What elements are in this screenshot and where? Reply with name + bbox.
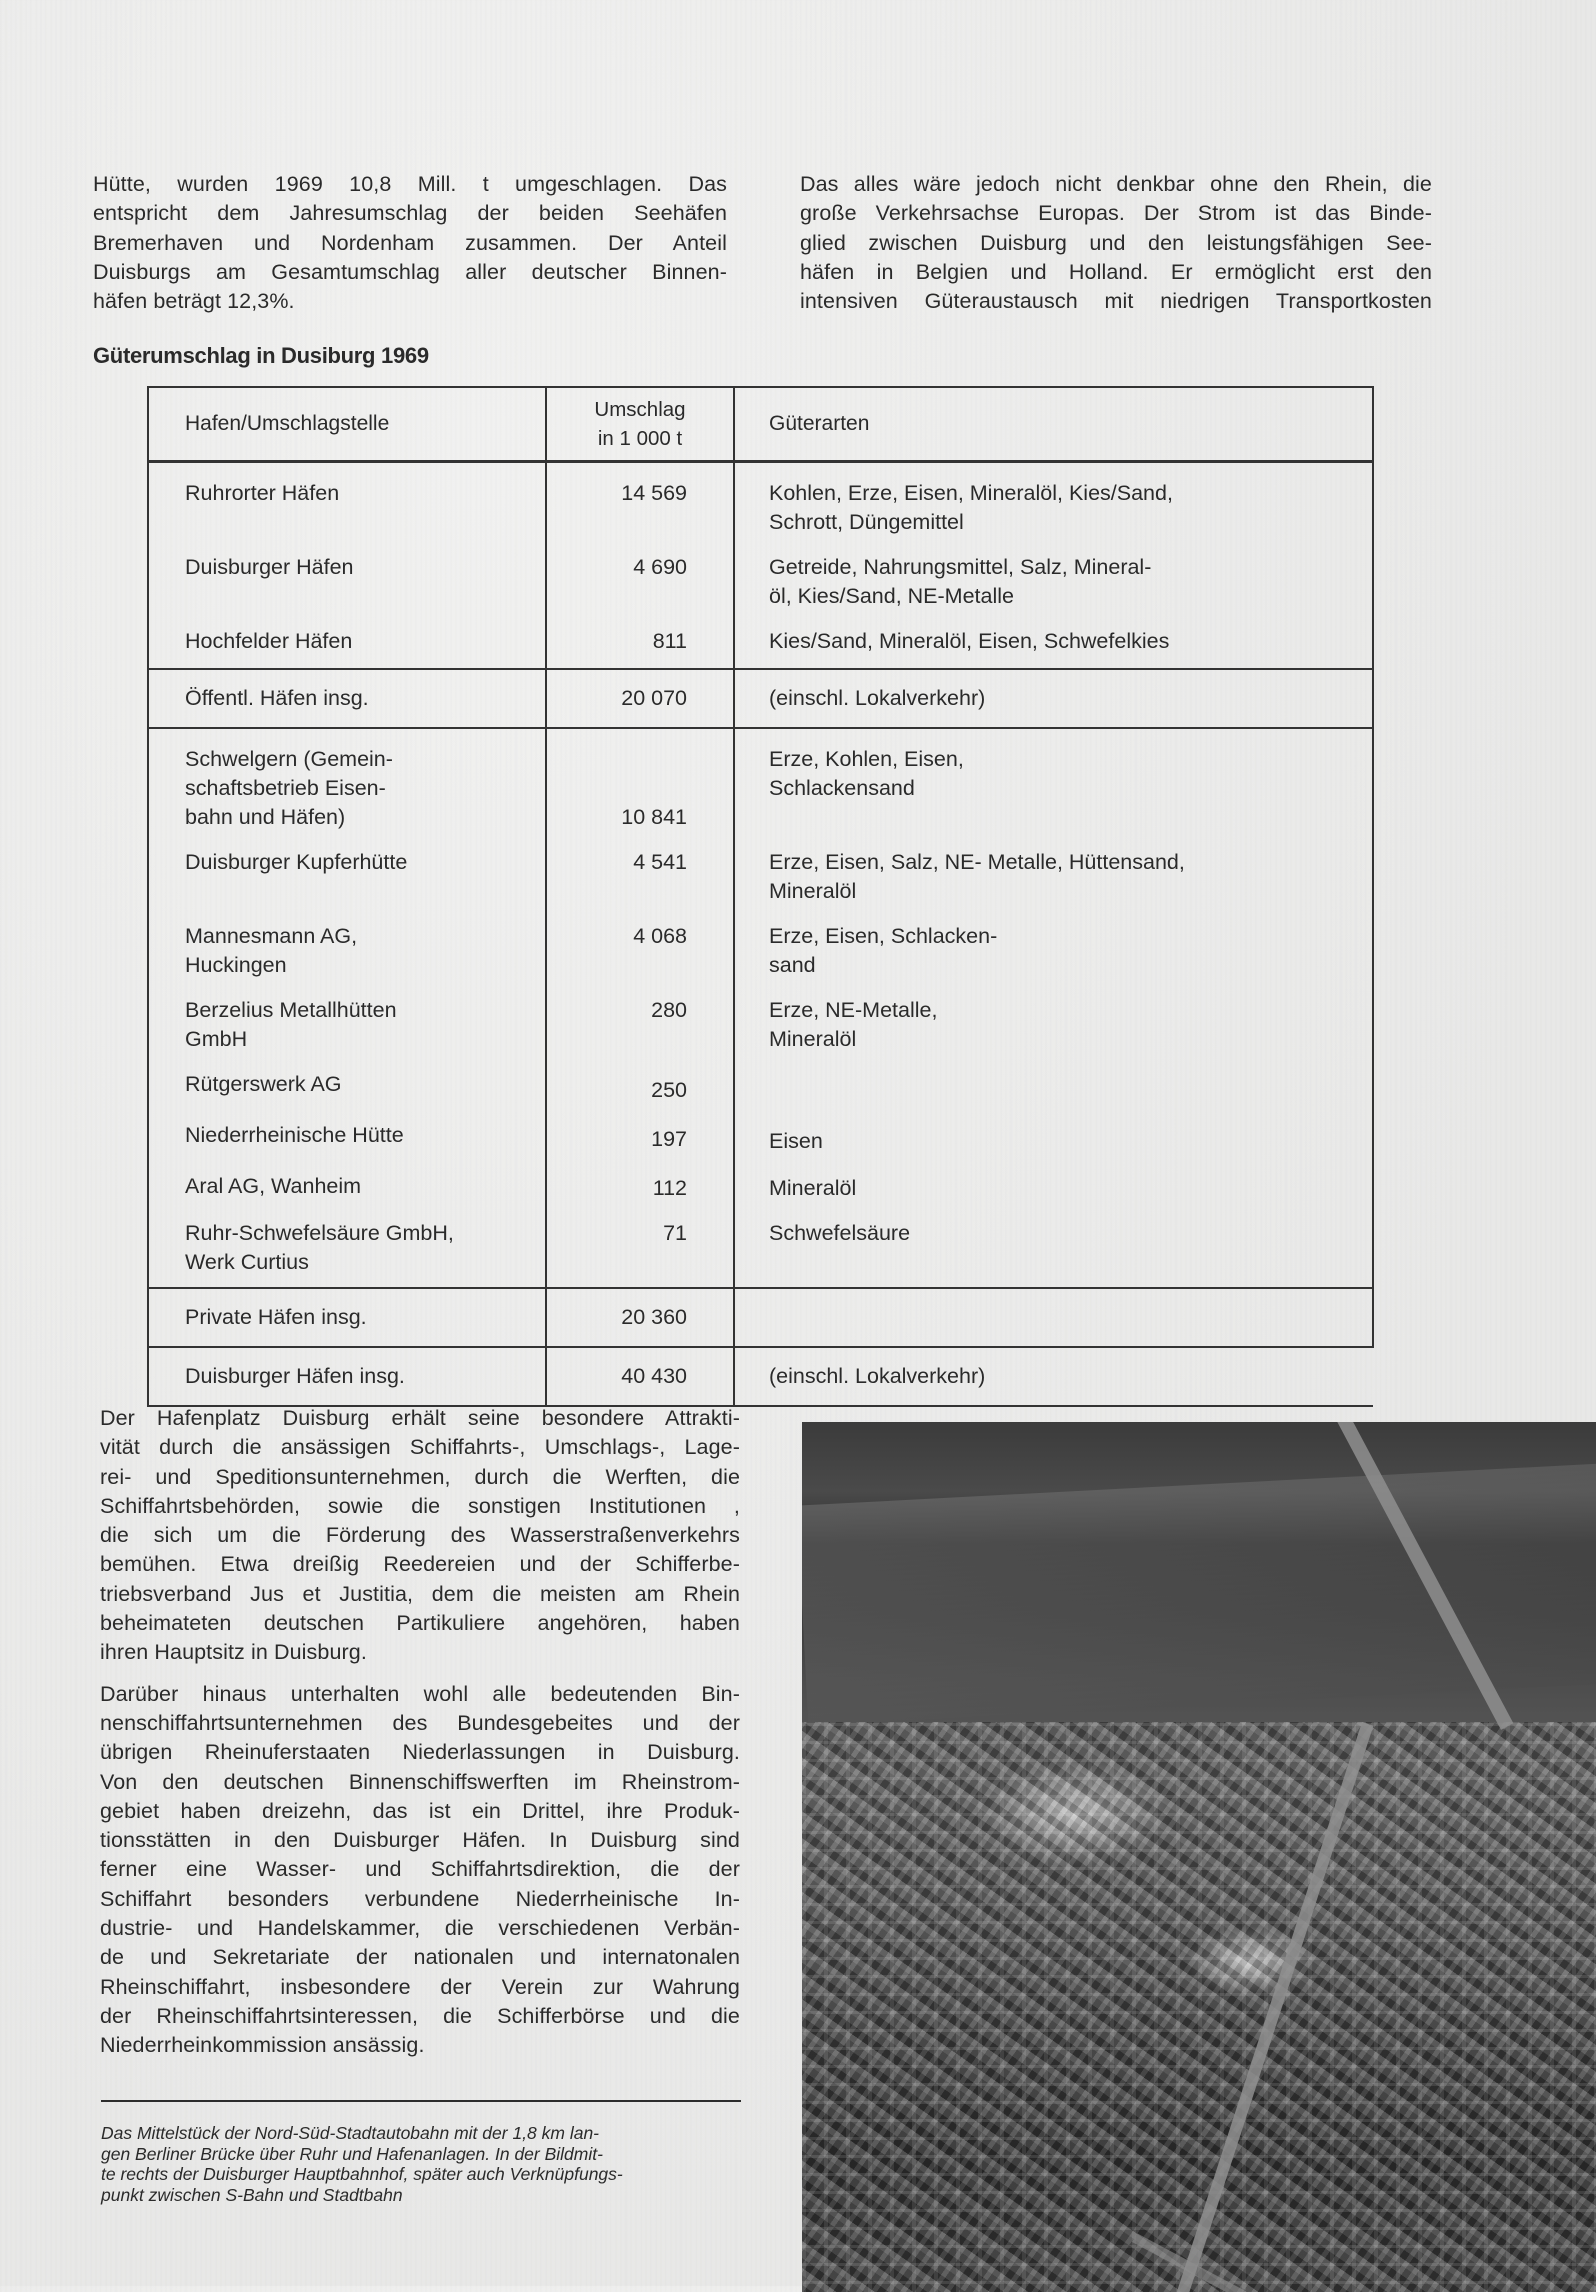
text-line: Duisburgs am Gesamtumschlag aller deutscher Binnen-	[93, 259, 727, 284]
total-value: 40 430	[621, 1363, 687, 1388]
photo-caption	[101, 2123, 761, 2205]
text-line: Der Hafenplatz Duisburg erhält seine besondere Attrakti-	[100, 1406, 740, 1430]
caption-line: Das Mittelstück der Nord-Süd-Stadtautobahn mit der 1,8 km lan-	[101, 2123, 599, 2143]
private-total-row	[148, 1288, 1373, 1347]
table-row	[148, 728, 1373, 838]
caption-line: punkt zwischen S-Bahn und Stadtbahn	[101, 2184, 403, 2205]
volume-value: 250	[651, 1077, 687, 1102]
harbor-name: Huckingen	[185, 952, 287, 977]
goods-line: Mineralöl	[769, 1026, 857, 1051]
volume-value: 4 541	[633, 849, 687, 874]
text-line: intensiven Güteraustausch mit niedrigen Transportkosten	[800, 289, 1432, 314]
harbor-name: Ruhr-Schwefelsäure GmbH,	[185, 1220, 454, 1245]
total-note: (einschl. Lokalverkehr)	[769, 1363, 986, 1388]
text-line: beheimateten deutschen Partikuliere angehören, haben	[100, 1611, 740, 1636]
goods-line: Mineralöl	[769, 878, 857, 903]
harbor-name: Mannesmann AG,	[185, 923, 358, 948]
harbor-name: schaftsbetrieb Eisen-	[185, 775, 386, 800]
volume-value: 10 841	[621, 804, 687, 829]
goods-line: Kohlen, Erze, Eisen, Mineralöl, Kies/Sand,	[769, 480, 1173, 505]
text-line: rei- und Speditionsunternehmen, durch die Werften, die	[100, 1464, 740, 1489]
text-line: übrigen Rheinuferstaaten Niederlassungen in Duisburg.	[100, 1740, 740, 1765]
caption-line: gen Berliner Brücke über Ruhr und Hafenanlagen. In der Bildmit-	[101, 2143, 603, 2164]
goods-line: Erze, Kohlen, Eisen,	[769, 746, 964, 771]
table-row	[148, 838, 1373, 912]
goods-line: öl, Kies/Sand, NE-Metalle	[769, 583, 1014, 608]
text-line: große Verkehrsachse Europas. Der Strom ist das Binde-	[800, 201, 1432, 226]
caption-divider	[101, 2100, 741, 2102]
volume-value: 4 690	[633, 554, 687, 579]
text-line: Das alles wäre jedoch nicht denkbar ohne den Rhein, die	[800, 172, 1432, 196]
harbor-name: Schwelgern (Gemein-	[185, 746, 393, 771]
goods-line: Schlackensand	[769, 775, 915, 800]
harbor-name: Werk Curtius	[185, 1249, 309, 1274]
text-line: vität durch die ansässigen Schiffahrts-, Umschlags-, Lage-	[100, 1435, 740, 1460]
goods-line: Kies/Sand, Mineralöl, Eisen, Schwefelkies	[769, 628, 1170, 653]
caption-line: te rechts der Duisburger Hauptbahnhof, später auch Verknüpfungs-	[101, 2164, 623, 2184]
cargo-statistics-table	[147, 386, 1374, 1407]
text-line: entspricht dem Jahresumschlag der beiden Seehäfen	[93, 201, 727, 226]
text-line: ihren Hauptsitz in Duisburg.	[100, 1640, 367, 1665]
grand-total-row	[148, 1347, 1373, 1406]
harbor-name: bahn und Häfen)	[185, 804, 346, 829]
total-value: 20 070	[621, 685, 687, 710]
header-volume	[546, 387, 734, 461]
table-row	[148, 1111, 1373, 1162]
text-line: Schiffahrtsbehörden, sowie die sonstigen Institutionen ,	[100, 1493, 740, 1518]
text-line: de und Sekretariate der nationalen und internatonalen	[100, 1945, 740, 1970]
text-line: tionsstätten in den Duisburger Häfen. In Duisburg sind	[100, 1828, 740, 1853]
harbor-name: Hochfelder Häfen	[185, 628, 353, 653]
table-row	[148, 1209, 1373, 1288]
text-line: triebsverband Jus et Justitia, dem die meisten am Rhein	[100, 1581, 740, 1606]
text-line: Niederrheinkommission ansässig.	[100, 2033, 425, 2058]
total-label: Duisburger Häfen insg.	[185, 1363, 405, 1388]
table-title: Güterumschlag in Dusiburg 1969	[93, 343, 429, 368]
harbor-name: Rütgerswerk AG	[185, 1071, 342, 1096]
goods-line: Schrott, Düngemittel	[769, 509, 964, 534]
harbor-name: Duisburger Kupferhütte	[185, 849, 408, 874]
table-row	[148, 617, 1373, 669]
aerial-photo	[802, 1422, 1596, 2292]
text-line: häfen in Belgien und Holland. Er ermöglicht erst den	[800, 259, 1432, 284]
text-line: Von den deutschen Binnenschiffswerften im Rheinstrom-	[100, 1769, 740, 1794]
volume-value: 112	[652, 1175, 687, 1200]
harbor-name: Aral AG, Wanheim	[185, 1173, 362, 1198]
volume-value: 811	[652, 628, 687, 653]
header-goods: Güterarten	[734, 387, 1373, 461]
table-row	[148, 1060, 1373, 1111]
text-line: Bremerhaven und Nordenham zusammen. Der Anteil	[93, 230, 727, 255]
table-row	[148, 461, 1373, 543]
text-line: dustrie- und Handelskammer, die verschiedenen Verbän-	[100, 1916, 740, 1941]
goods-line: Schwefelsäure	[769, 1220, 911, 1245]
intro-paragraph-right	[800, 170, 1432, 316]
volume-value: 197	[651, 1126, 687, 1151]
harbor-name: Ruhrorter Häfen	[185, 480, 340, 505]
goods-line: Eisen	[769, 1128, 823, 1153]
total-label: Öffentl. Häfen insg.	[185, 685, 369, 710]
harbor-name: GmbH	[185, 1026, 248, 1051]
table-row	[148, 1162, 1373, 1209]
goods-line: Getreide, Nahrungsmittel, Salz, Mineral-	[769, 554, 1152, 579]
volume-value: 71	[663, 1220, 687, 1245]
text-line: gebiet haben dreizehn, das ist ein Drittel, ihre Produk-	[100, 1798, 740, 1823]
volume-value: 4 068	[633, 923, 687, 948]
goods-line: Erze, NE-Metalle,	[769, 997, 938, 1022]
text-line: der Rheinschiffahrtsinteressen, die Schifferbörse und die	[100, 2003, 740, 2028]
goods-line: sand	[769, 952, 816, 977]
harbor-name: Duisburger Häfen	[185, 554, 354, 579]
paragraph-harbor-attractiveness	[100, 1404, 740, 1668]
goods-line: Mineralöl	[769, 1175, 857, 1200]
public-total-row	[148, 669, 1373, 728]
text-line: Hütte, wurden 1969 10,8 Mill. t umgeschlagen. Das	[93, 172, 727, 196]
photo-building-blocks	[802, 1722, 1596, 2292]
table-header-row	[148, 387, 1373, 461]
harbor-name: Berzelius Metallhütten	[185, 997, 397, 1022]
header-harbor: Hafen/Umschlagstelle	[148, 387, 546, 461]
text-line: häfen beträgt 12,3%.	[93, 289, 295, 314]
header-volume-line2: in 1 000 t	[597, 426, 683, 450]
table-row	[148, 912, 1373, 986]
text-line: Schiffahrt besonders verbundene Niederrheinische In-	[100, 1886, 740, 1911]
header-volume-line1: Umschlag	[594, 397, 686, 421]
volume-value: 14 569	[621, 480, 687, 505]
harbor-name: Niederrheinische Hütte	[185, 1122, 404, 1147]
text-line: Rheinschiffahrt, insbesondere der Verein zur Wahrung	[100, 1974, 740, 1999]
body-text-lower	[100, 1404, 740, 2073]
paragraph-shipping-companies	[100, 1680, 740, 2061]
total-note: (einschl. Lokalverkehr)	[769, 685, 986, 710]
total-label: Private Häfen insg.	[185, 1304, 367, 1329]
total-value: 20 360	[621, 1304, 687, 1329]
text-line: glied zwischen Duisburg und den leistungsfähigen See-	[800, 230, 1432, 255]
text-line: Darüber hinaus unterhalten wohl alle bedeutenden Bin-	[100, 1681, 740, 1706]
table-row	[148, 986, 1373, 1060]
goods-line: Erze, Eisen, Salz, NE- Metalle, Hüttensand,	[769, 849, 1185, 874]
table-row	[148, 543, 1373, 617]
goods-line: Erze, Eisen, Schlacken-	[769, 923, 998, 948]
text-line: nenschiffahrtsunternehmen des Bundesgebeites und der	[100, 1710, 740, 1735]
volume-value: 280	[651, 997, 687, 1022]
text-line: ferner eine Wasser- und Schiffahrtsdirektion, die der	[100, 1857, 740, 1882]
text-line: die sich um die Förderung des Wasserstraßenverkehrs	[100, 1523, 740, 1548]
text-line: bemühen. Etwa dreißig Reedereien und der Schifferbe-	[100, 1552, 740, 1577]
intro-paragraph-left	[93, 170, 727, 316]
